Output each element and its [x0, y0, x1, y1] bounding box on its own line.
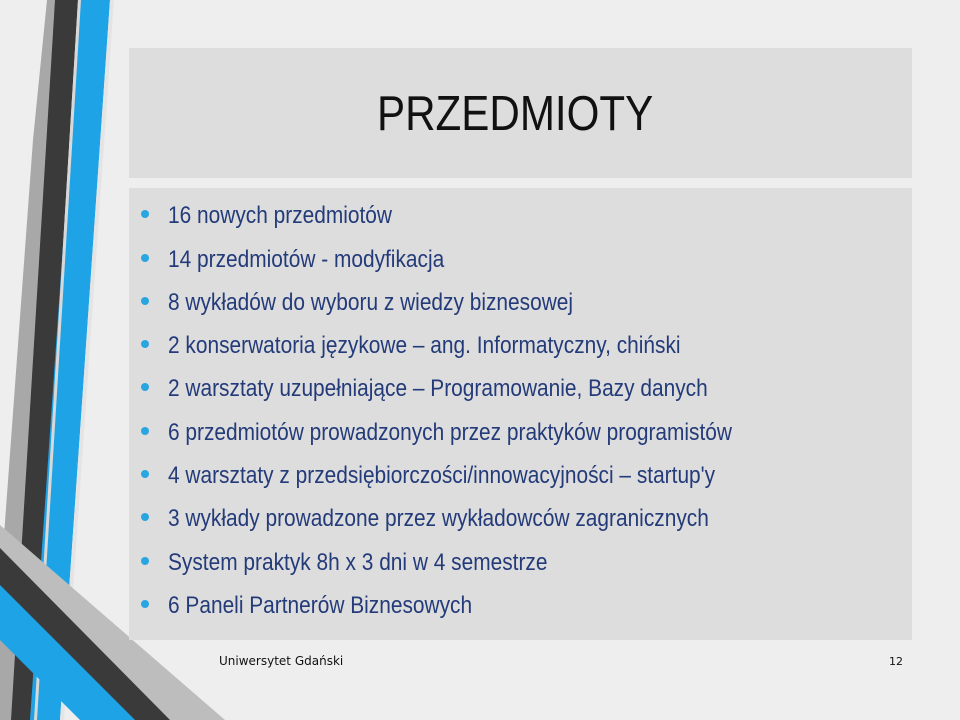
- page-number: 12: [889, 655, 903, 668]
- bullet-text: 2 warsztaty uzupełniające – Programowanie, Bazy danych: [168, 375, 708, 402]
- bullet-dot-icon: [141, 297, 149, 305]
- bullet-dot-icon: [141, 513, 149, 521]
- bullet-dot-icon: [141, 254, 149, 262]
- bullet-text: 6 Paneli Partnerów Biznesowych: [168, 592, 473, 619]
- bullet-text: 4 warsztaty z przedsiębiorczości/innowacyjności – startup'y: [168, 462, 716, 489]
- bullet-text: 8 wykładów do wyboru z wiedzy biznesowej: [168, 289, 574, 316]
- bullet-text: 16 nowych przedmiotów: [168, 202, 392, 229]
- bullet-dot-icon: [141, 557, 149, 565]
- bullet-text: 3 wykłady prowadzone przez wykładowców zagranicznych: [168, 505, 709, 532]
- slide-title: PRZEDMIOTY: [377, 87, 654, 141]
- bullet-dot-icon: [141, 470, 149, 478]
- bullet-dot-icon: [141, 210, 149, 218]
- bullet-dot-icon: [141, 340, 149, 348]
- bullet-dot-icon: [141, 600, 149, 608]
- footer-institution: Uniwersytet Gdański: [219, 654, 344, 668]
- bullet-dot-icon: [141, 427, 149, 435]
- bullet-text: System praktyk 8h x 3 dni w 4 semestrze: [168, 549, 548, 576]
- bullet-text: 6 przedmiotów prowadzonych przez praktyków programistów: [168, 419, 733, 446]
- bullet-dot-icon: [141, 383, 149, 391]
- bullet-text: 14 przedmiotów - modyfikacja: [168, 246, 445, 273]
- bullet-text: 2 konserwatoria językowe – ang. Informatyczny, chiński: [168, 332, 681, 359]
